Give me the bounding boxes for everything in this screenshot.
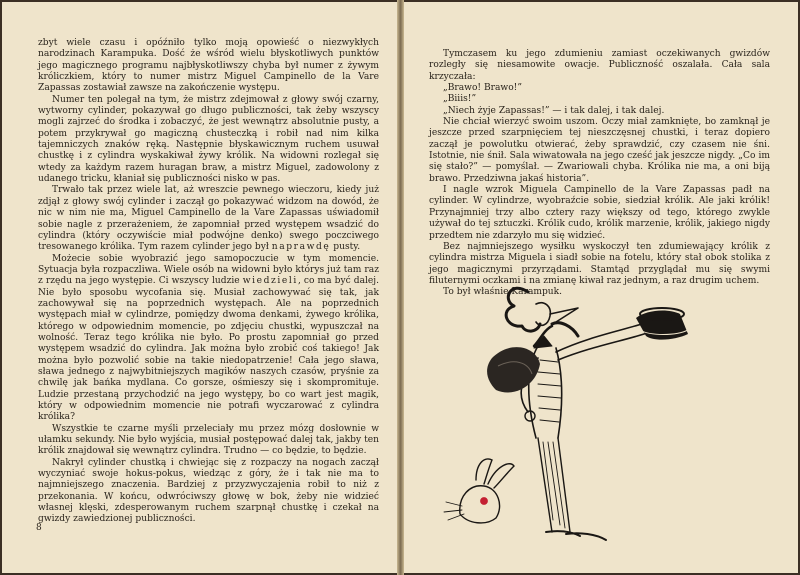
- paragraph: I nagle wzrok Miguela Campinello de la Vare Zapassas padł na cylinder. W cylindrze, wyobraźcie sobie, siedział królik. Ale jaki królik! Przynajmniej trzy albo cztery razy większy od tego, którego zwykle używał do tej sztuczki. Królik cudo, królik marzenie, królik, jakiego nigdy przedtem nie zdarzyło mu się widzieć.: [429, 185, 770, 241]
- emphasis: wiedzieli: [242, 276, 298, 287]
- paragraph-text: Trwało tak przez wiele lat, aż wreszcie pewnego wieczoru, kiedy już zdjął z głowy swój cylinder i zaczął go pokazywać widzom na dowód, że nic w nim nie ma, Miguel Campinello de la Vare Zapassas uświadomił sobie nagle z przerażeniem, że zapomniał przed występem wsadzić do cylindra (który oczywiście miał podwójne denko) swego poczciwego tresowanego królika. Tym razem cylinder jego był: [38, 185, 379, 253]
- paragraph: Nakrył cylinder chustką i chwiejąc się z rozpaczy na nogach zaczął wyczyniać swoje hokus-pokus, wiedząc z góry, że i tak nie ma to najmniejszego znaczenia. Bardziej z przyzwyczajenia robił to niż z przekonania. W końcu, odwróciwszy głowę w bok, żeby nie widzieć własnej klęski, zdesperowanym ruchem szarpnął chustkę i czekał na gwizdy zawiedzionej publiczności.: [38, 457, 379, 525]
- left-page-text: [38, 38, 379, 526]
- paragraph: „Brawo! Brawo!”: [443, 83, 522, 94]
- paragraph: zbyt wiele czasu i opóźniło tylko moją opowieść o niezwykłych narodzinach Karampuka. Dość że wśród wielu błyskotliwych punktów jego magicznego programu najbłyskotliwszy chyba był numer z żywym króliczkiem, który to numer mistrz Miguel Campinello de la Vare Zapassas zostawiał zawsze na zakończenie występu.: [38, 38, 379, 94]
- rabbit-illustration: [444, 459, 514, 523]
- right-page-text: [429, 49, 770, 299]
- paragraph: To był właśnie Karampuk.: [443, 287, 563, 298]
- paragraph: „Biiis!”: [443, 94, 477, 105]
- paragraph: Numer ten polegał na tym, że mistrz zdejmował z głowy swój czarny, wytworny cylinder, pokazywał go długo publiczności, tak żeby wszyscy mogli zajrzeć do środka i zobaczyć, że jest wewnątrz absolutnie pusty, a potem przykrywał go magiczną chusteczką i robił nad nim kilka tajemniczych znaków ręką. Następnie błyskawicznym ruchem usuwał chustkę i z cylindra wyskakiwał żywy królik. Na widowni rozlegał się wtedy za każdym razem huragan braw, a mistrz Miguel, zadowolony z udanego tricku, kłaniał się publiczności nisko w pas.: [38, 94, 379, 185]
- paragraph-text: pusty.: [330, 242, 361, 253]
- paragraph: Wszystkie te czarne myśli przeleciały mu przez mózg dosłownie w ułamku sekundy. Nie było wyjścia, musiał postępować dalej tak, jakby ten królik znajdował się wewnątrz cylindra. Trudno — co będzie, to będzie.: [38, 423, 379, 457]
- page-number: 8: [36, 523, 42, 533]
- paragraph: [38, 254, 379, 424]
- book-gutter: [397, 0, 404, 575]
- magician-figure: [506, 288, 650, 540]
- emphasis: naprawdę: [271, 242, 331, 253]
- paragraph-text: Możecie sobie wyobrazić jego samopoczucie w tym momencie. Sytuacja była rozpaczliwa. Wiele osób na widowni było którys już tam raz z rzędu na jego występie. Ci wszyscy ludzie: [38, 253, 379, 287]
- magician-illustration: [440, 270, 700, 550]
- paragraph: Bez najmniejszego wysiłku wyskoczył ten zdumiewający królik z cylindra mistrza Miguela i siadł sobie na fotelu, który stał obok stolika z jego magicznymi przyrządami. Stamtąd przyglądał mu się swymi filuternymi oczkami i na zmianę kiwał raz jednym, a raz drugim uchem.: [429, 241, 770, 286]
- paragraph: Nie chciał wierzyć swoim uszom. Oczy miał zamknięte, bo zamknął je jeszcze przed szarpnięciem tej nieszczęsnej chustki, i teraz dopiero zaczął je powolutku otwierać, żeby sprawdzić, czy czasem nie śni. Istotnie, nie śnił. Sala wiwatowała na jego cześć jak jeszcze nigdy. „Co im się stało?” — pomyślał. — Zwariowali chyba. Królika nie ma, a oni biją brawo. Przedziwna jakaś historia”.: [429, 117, 770, 184]
- left-page: [2, 2, 397, 573]
- paragraph-text: , co ma być dalej. Nie było sposobu wycofania się. Musiał zachowywać się tak, jak zachowywał się na poprzednich występach. Ale na poprzednich występach miał w cylindrze, pomiędzy dwoma denkami, żywego królika, którego w odpowiednim momencie, po zdjęciu chustki, wypuszczał na wolność. Teraz tego królika nie było. Po prostu zapomniał go przed występem wsadzić do cylindra. Jak można było zrobić coś takiego! Jak można było pozwolić sobie na takie niedopatrzenie! Cała jego sława, sława jednego z najwybitniejszych magików naszych czasów, pryśnie za chwilę jak bańka mydlana. Co gorsze, ośmieszy się i skompromituje. Ludzie przestaną przychodzić na jego występy, bo co wart jest magik, który w odpowiednim momencie nie potrafi wyczarować z cylindra królika?: [38, 276, 379, 423]
- coat-tails: [487, 347, 540, 392]
- paragraph: [38, 185, 379, 253]
- paragraph: Tymczasem ku jego zdumieniu zamiast oczekiwanych gwizdów rozległy się niesamowite owacje. Publiczność oszalała. Cała sala krzyczała:: [429, 49, 770, 82]
- paragraph: „Niech żyje Zapassas!” — i tak dalej, i tak dalej.: [443, 105, 665, 116]
